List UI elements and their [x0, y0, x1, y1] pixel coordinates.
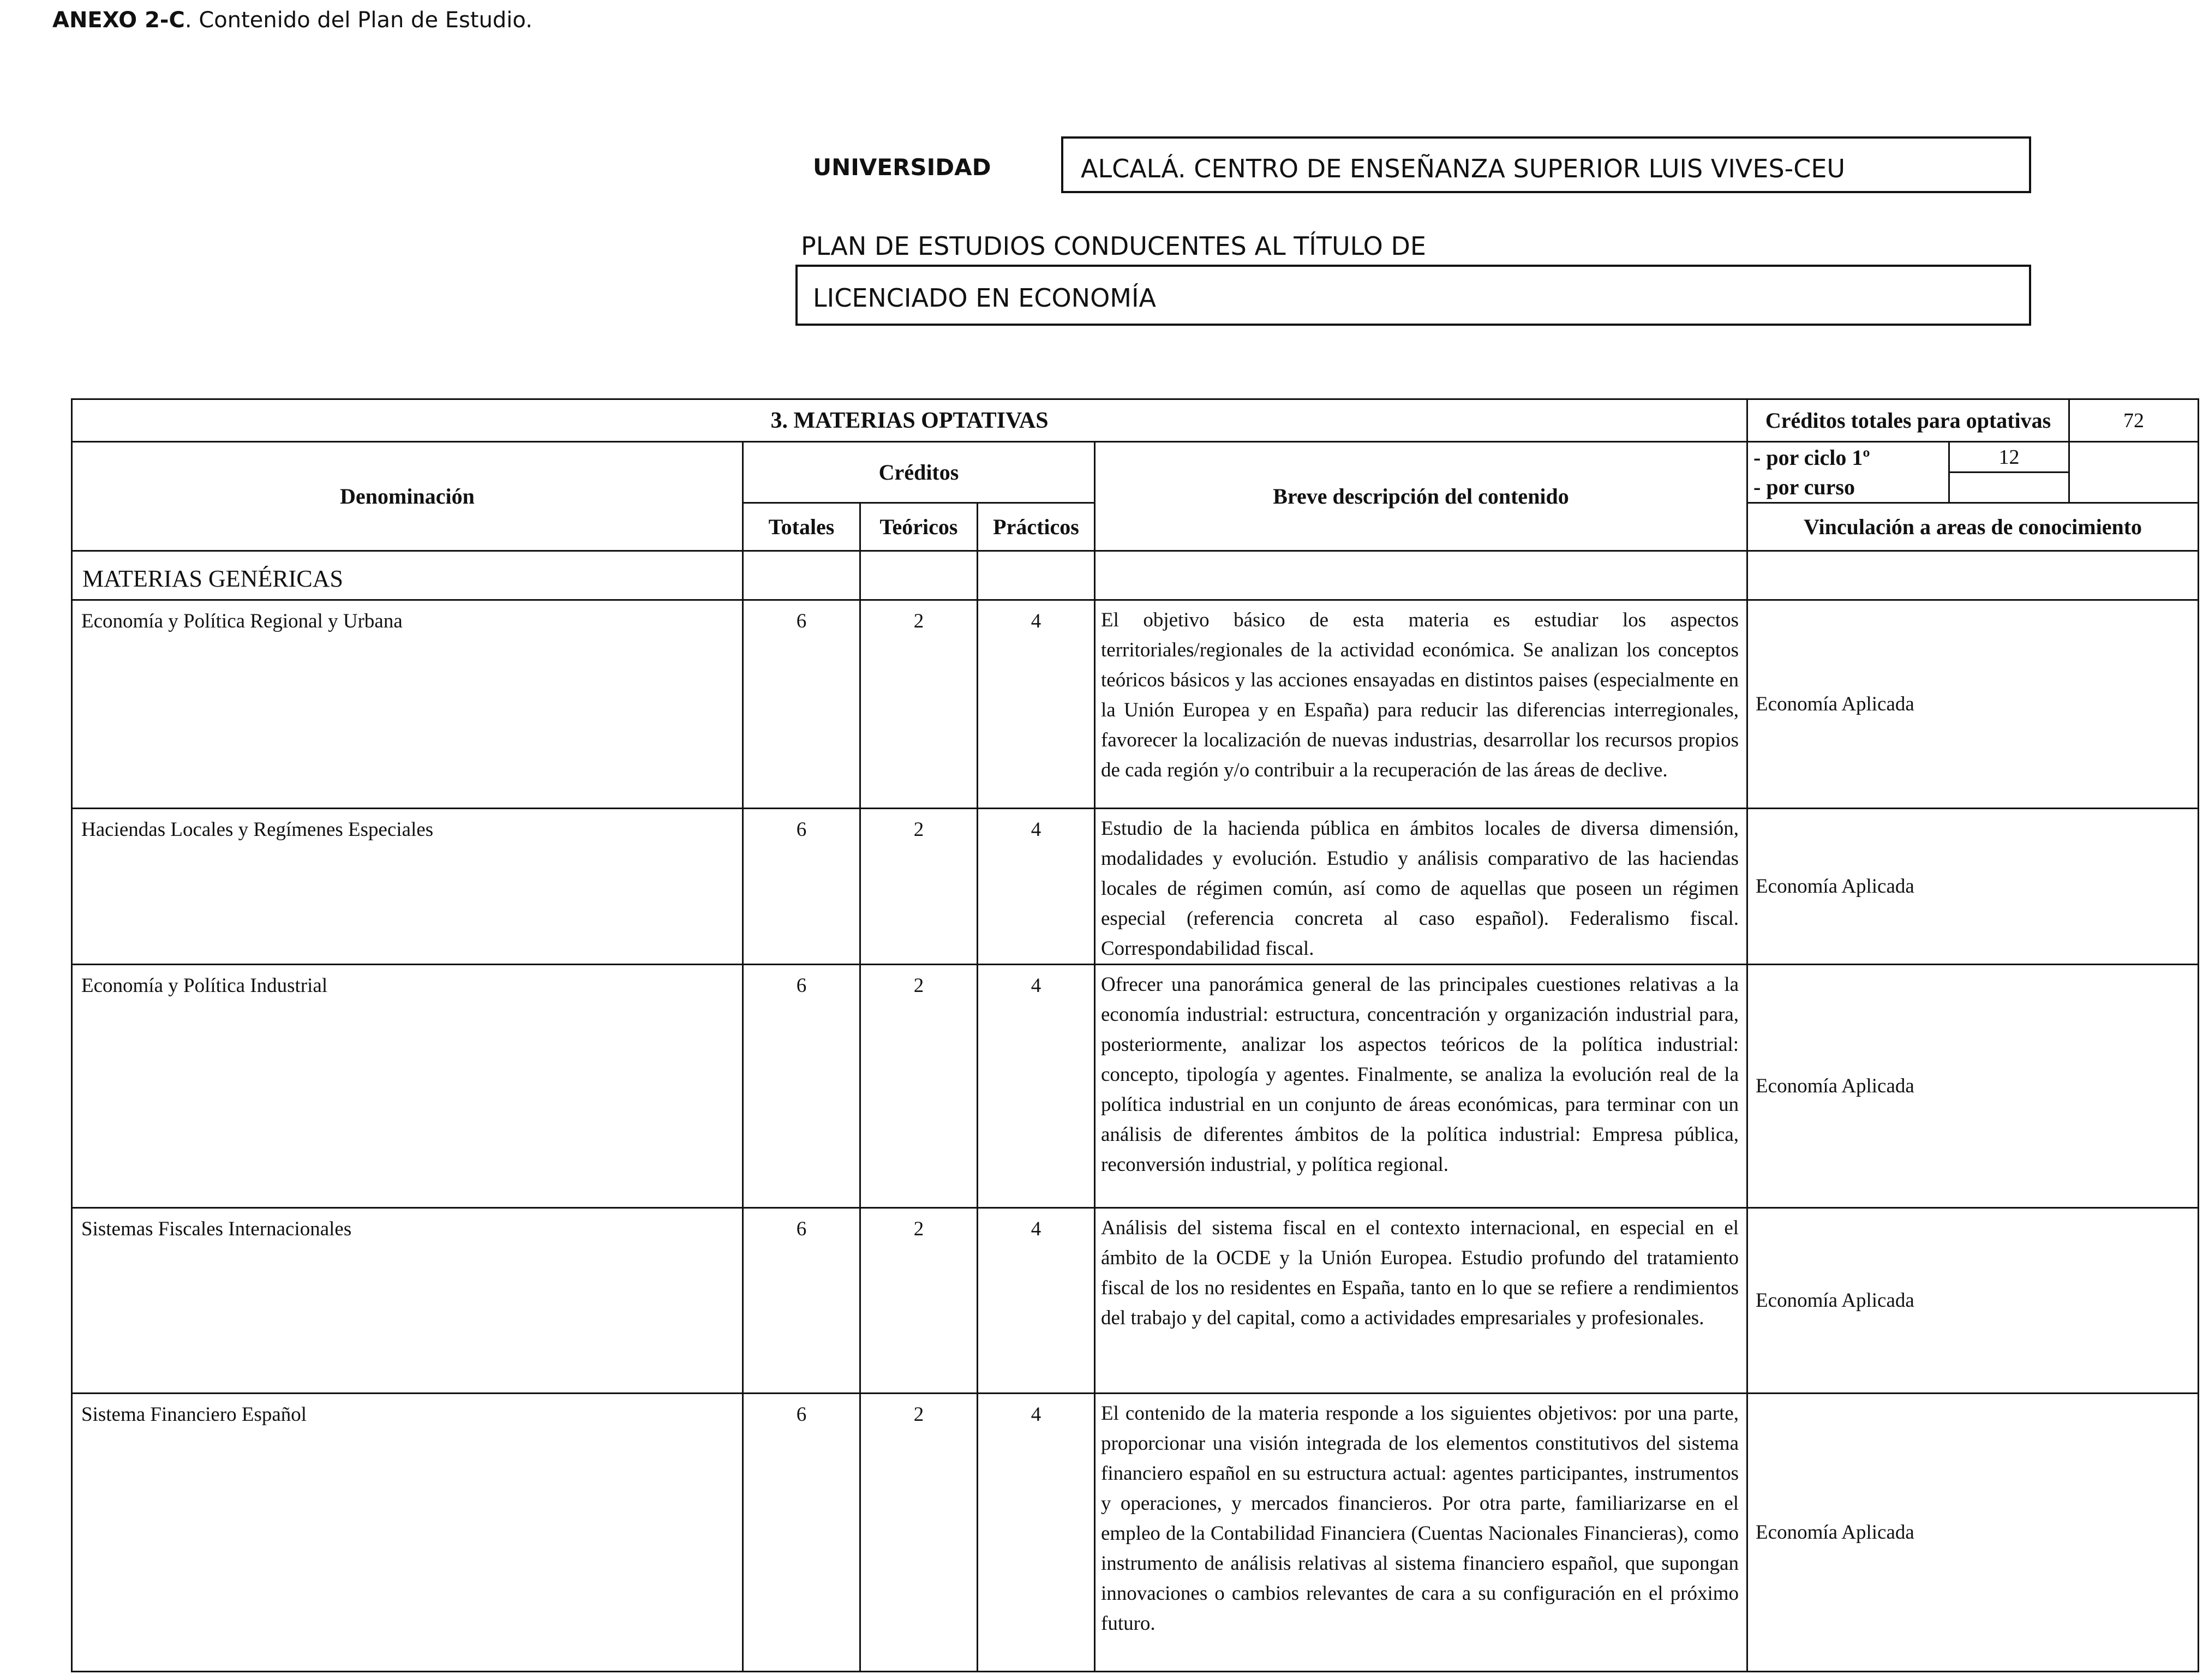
total-credits-label: Créditos totales para optativas — [1747, 399, 2069, 442]
credits-totales: 6 — [743, 965, 860, 1208]
subject-name: Economía y Política Regional y Urbana — [72, 600, 743, 809]
credits-totales: 6 — [743, 809, 860, 965]
subject-description: Análisis del sistema fiscal en el contexto internacional, en especial en el ámbito de la OCDE y la Unión Europea. Estudio profundo del tratamiento fiscal de los no residentes en España, tanto en lo que se refiere a rendimientos del trabajo y del capital, como a actividades empresariales y profesionales. — [1095, 1208, 1747, 1394]
knowledge-area: Economía Aplicada — [1747, 965, 2199, 1208]
degree-title-box — [795, 265, 2031, 326]
section-title: 3. MATERIAS OPTATIVAS — [72, 399, 1747, 442]
teoricos-header: Teóricos — [860, 503, 978, 551]
credits-practicos: 4 — [978, 809, 1095, 965]
credits-practicos: 4 — [978, 1208, 1095, 1394]
credits-totales: 6 — [743, 600, 860, 809]
group-label: MATERIAS GENÉRICAS — [72, 551, 743, 600]
subject-name: Economía y Política Industrial — [72, 965, 743, 1208]
credits-teoricos: 2 — [860, 809, 978, 965]
credits-practicos: 4 — [978, 1394, 1095, 1672]
university-name: ALCALÁ. CENTRO DE ENSEÑANZA SUPERIOR LUIS VIVES-CEU — [1081, 154, 1846, 183]
denominacion-header: Denominación — [72, 442, 743, 551]
por-ciclo-value: 12 — [1949, 442, 2069, 473]
table-row — [72, 1394, 2199, 1672]
annex-code: ANEXO 2-C — [52, 8, 185, 33]
subject-description: El contenido de la materia responde a los siguientes objetivos: por una parte, proporcionar una visión integrada de los elementos constitutivos del sistema financiero español en su estructura actual: agentes participantes, instrumentos y operaciones, y mercados financieros. Por otra parte, familiarizarse en el empleo de la Contabilidad Financiera (Cuentas Nacionales Financieras), como instrumento de análisis relativas al sistema financiero español, que supongan innovaciones o cambios relevantes de cara a su configuración en el próximo futuro. — [1095, 1394, 1747, 1672]
totales-header: Totales — [743, 503, 860, 551]
credits-practicos: 4 — [978, 965, 1095, 1208]
knowledge-area: Economía Aplicada — [1747, 809, 2199, 965]
table-row — [72, 600, 2199, 809]
degree-title: LICENCIADO EN ECONOMÍA — [813, 283, 1157, 313]
knowledge-area: Economía Aplicada — [1747, 1208, 2199, 1394]
vinculacion-header: Vinculación a areas de conocimiento — [1747, 503, 2199, 551]
subject-description: Estudio de la hacienda pública en ámbitos locales de diversa dimensión, modalidades y evolución. Estudio y análisis comparativo de las haciendas locales de régimen común, así como de aquellas que poseen un régimen especial (referencia concreta al caso español). Federalismo fiscal. Correspondabilidad fiscal. — [1095, 809, 1747, 965]
credits-teoricos: 2 — [860, 600, 978, 809]
table-row — [72, 809, 2199, 965]
optional-subjects-table — [71, 398, 2199, 1672]
credits-teoricos: 2 — [860, 1394, 978, 1672]
credits-teoricos: 2 — [860, 1208, 978, 1394]
por-curso-value — [1949, 473, 2069, 503]
credits-totales: 6 — [743, 1394, 860, 1672]
credits-teoricos: 2 — [860, 965, 978, 1208]
practicos-header: Prácticos — [978, 503, 1095, 551]
total-credits-value: 72 — [2069, 399, 2199, 442]
por-ciclo-label: - por ciclo 1º — [1747, 442, 1949, 473]
university-label: UNIVERSIDAD — [813, 154, 991, 181]
credits-practicos: 4 — [978, 600, 1095, 809]
annex-text: . Contenido del Plan de Estudio. — [184, 8, 532, 33]
subject-description: Ofrecer una panorámica general de las principales cuestiones relativas a la economía industrial: estructura, concentración y organización industrial para, posteriormente, analizar los aspectos teóricos de la política industrial: concepto, tipología y agentes. Finalmente, se analiza la evolución real de la política industrial en un conjunto de áreas económicas, para terminar con un análisis de diferentes ámbitos de la política industrial: Empresa pública, reconversión industrial, y política regional. — [1095, 965, 1747, 1208]
plan-label: PLAN DE ESTUDIOS CONDUCENTES AL TÍTULO DE — [801, 231, 1426, 261]
knowledge-area: Economía Aplicada — [1747, 600, 2199, 809]
knowledge-area: Economía Aplicada — [1747, 1394, 2199, 1672]
university-name-box — [1061, 136, 2031, 193]
subject-name: Haciendas Locales y Regímenes Especiales — [72, 809, 743, 965]
subject-name: Sistemas Fiscales Internacionales — [72, 1208, 743, 1394]
descripcion-header: Breve descripción del contenido — [1095, 442, 1747, 551]
subject-description: El objetivo básico de esta materia es estudiar los aspectos territoriales/regionales de la actividad económica. Se analizan los conceptos teóricos básicos y las acciones ensayadas en distintos paises (especialmente en la Unión Europea y en España) para reducir las diferencias interregionales, favorecer la localización de nuevas industrias, desarrollar los recursos propios de cada región y/o contribuir a la recuperación de las áreas de declive. — [1095, 600, 1747, 809]
credits-totales: 6 — [743, 1208, 860, 1394]
annex-heading — [52, 8, 532, 33]
creditos-header: Créditos — [743, 442, 1095, 503]
table-row — [72, 1208, 2199, 1394]
blank-cell — [2069, 442, 2199, 503]
subject-name: Sistema Financiero Español — [72, 1394, 743, 1672]
table-row — [72, 965, 2199, 1208]
por-curso-label: - por curso — [1747, 473, 1949, 503]
